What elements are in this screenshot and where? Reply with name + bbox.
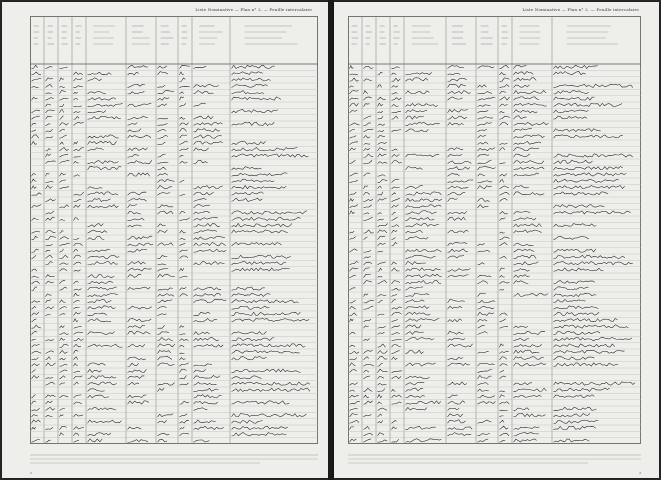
right-table-grid [348,16,641,444]
left-footnote-lines [30,453,318,467]
left-footnote [30,453,318,468]
right-page-header: Liste Nominative — Plan n° 2. — Feuille intercalaire [522,7,639,12]
right-page-number: 3 [639,471,641,475]
left-table-grid [30,16,318,444]
left-register-page [2,2,328,478]
right-footnote [348,453,641,468]
left-census-table [30,16,318,444]
left-page-header: Liste Nominative — Plan n° 2. — Feuille intercalaire [195,7,312,12]
left-page-number: 2 [30,471,32,475]
right-census-table [348,16,641,444]
right-register-page [334,2,659,478]
right-footnote-lines [348,453,641,467]
